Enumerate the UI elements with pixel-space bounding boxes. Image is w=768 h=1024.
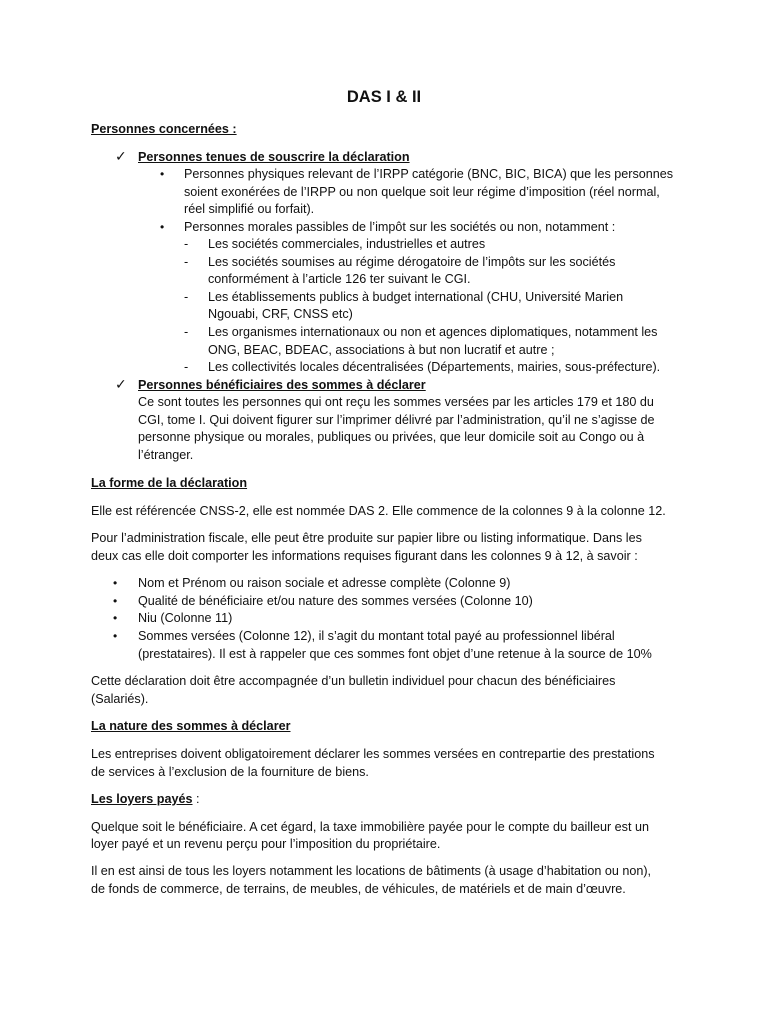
heading-personnes-concernees: Personnes concernées : [91,122,237,136]
dash-item-text: ONG, BEAC, BDEAC, associations à but non lucratif et autre ; [208,343,555,357]
checkmark-icon: ✓ [115,148,127,164]
bullet-icon: • [113,611,118,625]
bullet-text-line: soient exonérées de l’IRPP ou non quelque soit leur régime d’imposition (réel normal, [184,185,660,199]
paragraph-line: deux cas elle doit comporter les informations requises figurant dans les colonnes 9 à 12, à savoir : [91,549,638,563]
list-item: Nom et Prénom ou raison sociale et adresse complète (Colonne 9) [138,576,511,590]
list-item: (prestataires). Il est à rappeler que ces sommes font objet d’une retenue à la source de 10% [138,647,652,661]
bullet-icon: • [113,594,118,608]
list-item: Niu (Colonne 11) [138,611,233,625]
paragraph-line: l’étranger. [138,448,194,462]
dash-icon: - [184,290,189,304]
paragraph-line: loyer payé et un revenu perçu pour l’imposition du propriétaire. [91,837,441,851]
checkmark-icon: ✓ [115,376,127,392]
paragraph-line: (Salariés). [91,692,149,706]
dash-item-text: conformément à l’article 126 ter suivant le CGI. [208,272,471,286]
paragraph-line: Il en est ainsi de tous les loyers notamment les locations de bâtiments (à usage d’habitation ou non), [91,864,652,878]
heading-loyers-label: Les loyers payés [91,792,193,806]
bullet-text-line: Personnes morales passibles de l’impôt sur les sociétés ou non, notamment : [184,220,616,234]
dash-item-text: Les organismes internationaux ou non et agences diplomatiques, notamment les [208,325,658,339]
paragraph-line: de services à l’exclusion de la fourniture de biens. [91,765,369,779]
list-item: Qualité de bénéficiaire et/ou nature des sommes versées (Colonne 10) [138,594,533,608]
bullet-icon: • [113,576,118,590]
dash-icon: - [184,360,189,374]
paragraph-line: Elle est référencée CNSS-2, elle est nommée DAS 2. Elle commence de la colonnes 9 à la colonne 12. [91,504,666,518]
bullet-icon: • [113,629,118,643]
dash-icon: - [184,325,189,339]
subheading-personnes-beneficiaires: Personnes bénéficiaires des sommes à déclarer [138,378,426,392]
dash-item-text: Ngouabi, CRF, CNSS etc) [208,307,353,321]
dash-item-text: Les collectivités locales décentralisées (Départements, mairies, sous-préfecture). [208,360,661,374]
heading-nature-sommes: La nature des sommes à déclarer [91,719,291,733]
paragraph-line: de fonds de commerce, de terrains, de meubles, de véhicules, de matériels et de main d’œuvre. [91,882,626,896]
dash-icon: - [184,237,189,251]
bullet-text-line: réel simplifié ou forfait). [184,202,315,216]
heading-loyers-colon: : [192,792,200,806]
dash-icon: - [184,255,189,269]
subheading-personnes-tenues: Personnes tenues de souscrire la déclaration [138,150,410,164]
dash-item-text: Les sociétés commerciales, industrielles et autres [208,237,486,251]
paragraph-line: Ce sont toutes les personnes qui ont reçu les sommes versées par les articles 179 et 180 du [138,395,654,409]
list-item: Sommes versées (Colonne 12), il s’agit du montant total payé au professionnel libéral [138,629,615,643]
paragraph-line: Quelque soit le bénéficiaire. A cet égard, la taxe immobilière payée pour le compte du bailleur est un [91,820,649,834]
bullet-icon: • [160,167,165,181]
dash-item-text: Les sociétés soumises au régime dérogatoire de l’impôts sur les sociétés [208,255,616,269]
dash-item-text: Les établissements publics à budget international (CHU, Université Marien [208,290,624,304]
heading-loyers-payes [91,791,200,809]
paragraph-line: Les entreprises doivent obligatoirement déclarer les sommes versées en contrepartie des prestations [91,747,655,761]
heading-forme-declaration: La forme de la déclaration [91,476,248,490]
paragraph-line: Cette déclaration doit être accompagnée d’un bulletin individuel pour chacun des bénéficiaires [91,674,616,688]
paragraph-line: personne physique ou morales, publiques ou privées, que leur domicile soit au Congo ou à [138,430,645,444]
bullet-text-line: Personnes physiques relevant de l’IRPP catégorie (BNC, BIC, BICA) que les personnes [184,167,674,181]
bullet-icon: • [160,220,165,234]
document-title: DAS I & II [346,88,422,106]
paragraph-line: CGI, tome I. Qui doivent figurer sur l’imprimer délivré par l’administration, qu’il ne s’agisse de [138,413,655,427]
paragraph-line: Pour l’administration fiscale, elle peut être produite sur papier libre ou listing informatique. Dans les [91,531,642,545]
